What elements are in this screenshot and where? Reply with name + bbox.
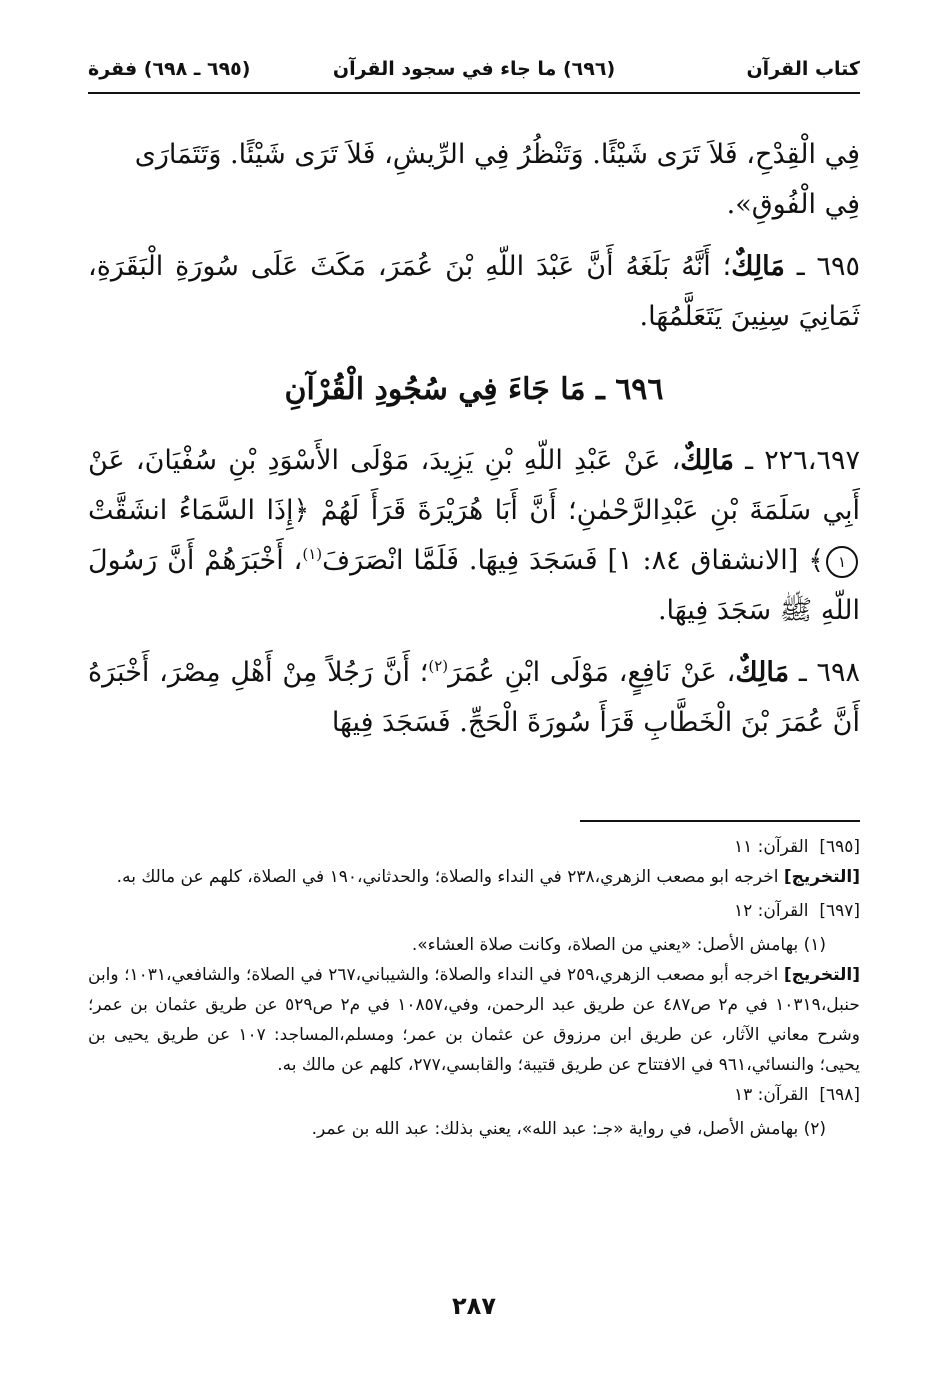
narrator-name: مَالِكٌ bbox=[735, 657, 790, 688]
paragraph-text: ، عَنْ عَبْدِ اللّهِ بْنِ يَزِيدَ، مَوْلَى الأَسْوَدِ بْنِ سُفْيَانَ، عَنْ أَبِي سَلَمَةَ بْنِ عَبْدِالرَّحْمٰنِ؛ أَنَّ أَبَا هُرَيْرَةَ قَرَأَ لَهُمْ ﴿إِذَا السَّمَاءُ انشَقَّتْ bbox=[88, 445, 860, 526]
paragraph-text: ﴾ [الانشقاق ٨٤: ١] فَسَجَدَ فِيهَا. فَلَمَّا انْصَرَفَ bbox=[322, 545, 825, 576]
footnote-2: (٢) بهامش الأصل، في رواية «جـ: عبد الله»، يعني بذلك: عبد الله بن عمر. bbox=[311, 1119, 826, 1139]
header-divider bbox=[88, 92, 860, 94]
note-697-takhrij bbox=[88, 960, 860, 1080]
footnote-marker: (٢) bbox=[428, 657, 449, 675]
paragraph-number: ٢٢٦،٦٩٧ ـ bbox=[733, 445, 860, 476]
header-paragraph-range: (٦٩٥ ـ ٦٩٨) فقرة bbox=[88, 58, 251, 80]
footnotes bbox=[88, 832, 860, 1144]
header-chapter-title: (٦٩٦) ما جاء في سجود القرآن bbox=[332, 58, 616, 80]
continuation-line-2: فِي الْفُوقِ». bbox=[726, 189, 860, 220]
note-695-quran bbox=[88, 832, 860, 862]
paragraph-text: ؛ أَنَّهُ بَلَغَهُ أَنَّ عَبْدَ اللّهِ بْنَ عُمَرَ، مَكَثَ عَلَى سُورَةِ الْبَقَرَةِ، ثَمَانِيَ سِنِينَ يَتَعَلَّمُهَا. bbox=[88, 251, 860, 332]
note-ref: [٦٩٨] bbox=[819, 1085, 860, 1105]
note-697-quran bbox=[88, 896, 860, 926]
ayah-number-icon: ١ bbox=[826, 546, 858, 578]
takhrij-text: اخرجه ابو مصعب الزهري،٢٣٨ في النداء والصلاة؛ والحدثاني،١٩٠ في الصلاة، كلهم عن مالك به. bbox=[116, 867, 784, 887]
paragraph-695 bbox=[88, 242, 860, 342]
narrator-name: مَالِكٌ bbox=[731, 251, 785, 282]
paragraph-number: ٦٩٨ ـ bbox=[789, 657, 861, 688]
paragraph-text: ؛ أَنَّ رَجُلاً مِنْ أَهْلِ مِصْرَ، أَخْبَرَهُ أَنَّ عُمَرَ بْنَ الْخَطَّابِ قَرَأَ سُورَةَ الْحَجِّ. فَسَجَدَ فِيهَا bbox=[88, 657, 860, 738]
main-text bbox=[88, 130, 860, 748]
page-number: ٢٨٧ bbox=[452, 1292, 496, 1320]
note-quran-index: القرآن: ١١ bbox=[734, 837, 809, 857]
note-quran-index: القرآن: ١٢ bbox=[734, 901, 809, 921]
note-ref: [٦٩٥] bbox=[819, 837, 860, 857]
note-698-quran bbox=[88, 1080, 860, 1110]
paragraph-698 bbox=[88, 648, 860, 748]
continuation-line-1: فِي الْقِدْحِ، فَلاَ تَرَى شَيْئًا. وَتَنْظُرُ فِي الرِّيشِ، فَلاَ تَرَى شَيْئًا. وَتَتَمَارَى bbox=[134, 139, 860, 170]
narrator-name: مَالِكٌ bbox=[680, 445, 734, 476]
paragraph-text: ، عَنْ نَافِعٍ، مَوْلَى ابْنِ عُمَرَ bbox=[448, 657, 736, 688]
note-quran-index: القرآن: ١٣ bbox=[734, 1085, 809, 1105]
takhrij-text: اخرجه أبو مصعب الزهري،٢٥٩ في النداء والصلاة؛ والشيباني،٢٦٧ في الصلاة؛ والشافعي،١٠٣١؛ وابن حنبل،١٠٣١٩ في م٢ ص٤٨٧ عن طريق عبد الرحمن، وفي،١٠٨٥٧ في م٢ ص٥٢٩ عن طريق عثمان بن عمر؛ وشرح معاني الآثار، عن طريق ابن مرزوق عن عثمان بن عمر؛ ومسلم،المساجد: ١٠٧ عن طريق يحيى بن يحيى؛ والنسائي،٩٦١ في الافتتاح عن طريق قتيبة؛ والقابسي،٢٧٧، كلهم عن مالك به. bbox=[88, 965, 860, 1075]
footnote-1: (١) بهامش الأصل: «يعني من الصلاة، وكانت صلاة العشاء». bbox=[411, 935, 826, 955]
note-ref: [٦٩٧] bbox=[819, 901, 860, 921]
footnote-marker: (١) bbox=[302, 545, 323, 563]
paragraph-continuation bbox=[88, 130, 860, 230]
paragraph-text: ، أَخْبَرَهُمْ أَنَّ رَسُولَ اللّهِ ﷺ سَجَدَ فِيهَا. bbox=[88, 545, 860, 626]
paragraph-number: ٦٩٥ ـ bbox=[784, 251, 860, 282]
takhrij-label: [التخريج] bbox=[783, 867, 860, 887]
takhrij-label: [التخريج] bbox=[783, 965, 861, 985]
paragraph-697 bbox=[88, 436, 860, 636]
header-book-title: كتاب القرآن bbox=[746, 58, 860, 80]
footnote-divider bbox=[580, 820, 860, 822]
running-header bbox=[88, 52, 860, 88]
note-695-takhrij bbox=[88, 862, 860, 892]
section-heading: ٦٩٦ ـ مَا جَاءَ فِي سُجُودِ الْقُرْآنِ bbox=[284, 372, 664, 407]
